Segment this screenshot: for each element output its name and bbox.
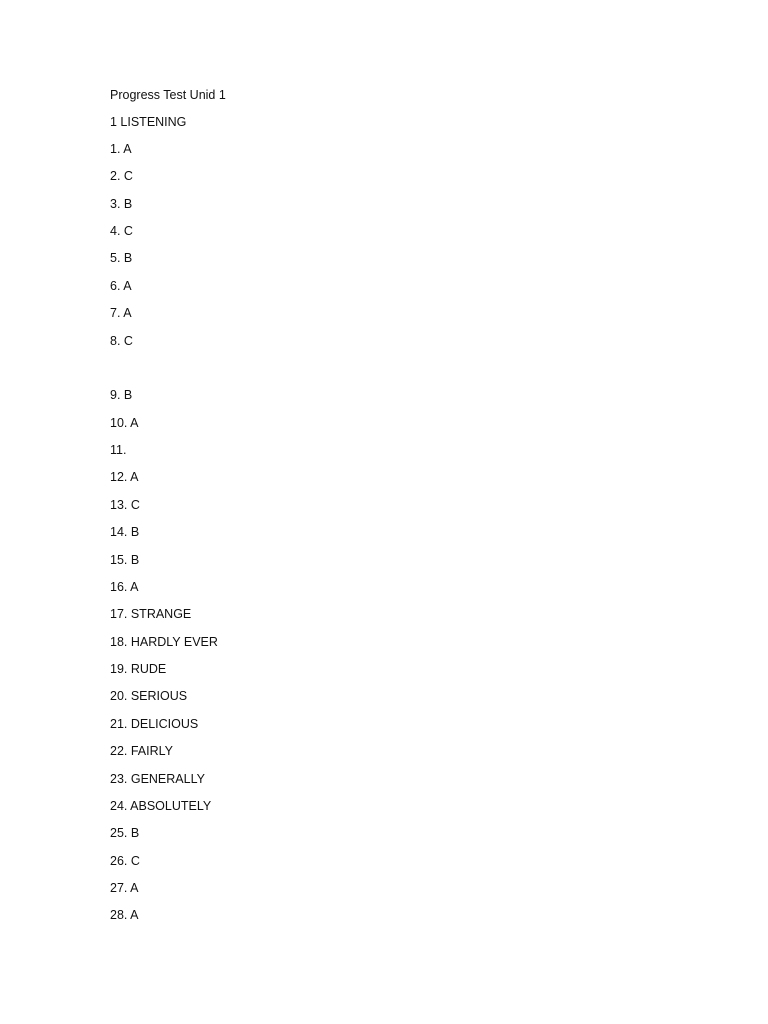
answer-line: 20. SERIOUS bbox=[110, 689, 188, 703]
answer-line: 6. A bbox=[110, 279, 132, 293]
answer-line: 9. B bbox=[110, 388, 133, 402]
answer-line: 10. A bbox=[110, 416, 139, 430]
answer-line: 17. STRANGE bbox=[110, 607, 192, 621]
answer-line: 18. HARDLY EVER bbox=[110, 635, 218, 649]
answer-line: 23. GENERALLY bbox=[110, 772, 205, 786]
answer-line: 7. A bbox=[110, 306, 132, 320]
answer-line: 19. RUDE bbox=[110, 662, 167, 676]
answer-line: 21. DELICIOUS bbox=[110, 717, 199, 731]
answer-line: 8. C bbox=[110, 334, 133, 348]
answer-line: 24. ABSOLUTELY bbox=[110, 799, 212, 813]
answer-line: 28. A bbox=[110, 908, 139, 922]
answer-line: 15. B bbox=[110, 553, 140, 567]
answer-line: 3. B bbox=[110, 197, 133, 211]
section-heading: 1 LISTENING bbox=[110, 115, 187, 129]
document-title: Progress Test Unid 1 bbox=[110, 88, 226, 102]
answer-line: 26. C bbox=[110, 854, 140, 868]
answer-line: 22. FAIRLY bbox=[110, 744, 173, 758]
answer-line: 4. C bbox=[110, 224, 133, 238]
answer-line: 27. A bbox=[110, 881, 139, 895]
answer-line: 16. A bbox=[110, 580, 139, 594]
answer-line: 2. C bbox=[110, 169, 133, 183]
answer-line: 1. A bbox=[110, 142, 132, 156]
answer-line: 13. C bbox=[110, 498, 140, 512]
answer-line: 14. B bbox=[110, 525, 140, 539]
answer-line: 12. A bbox=[110, 470, 139, 484]
answer-line: 11. bbox=[110, 443, 127, 457]
answer-line: 5. B bbox=[110, 251, 133, 265]
answer-line: 25. B bbox=[110, 826, 140, 840]
